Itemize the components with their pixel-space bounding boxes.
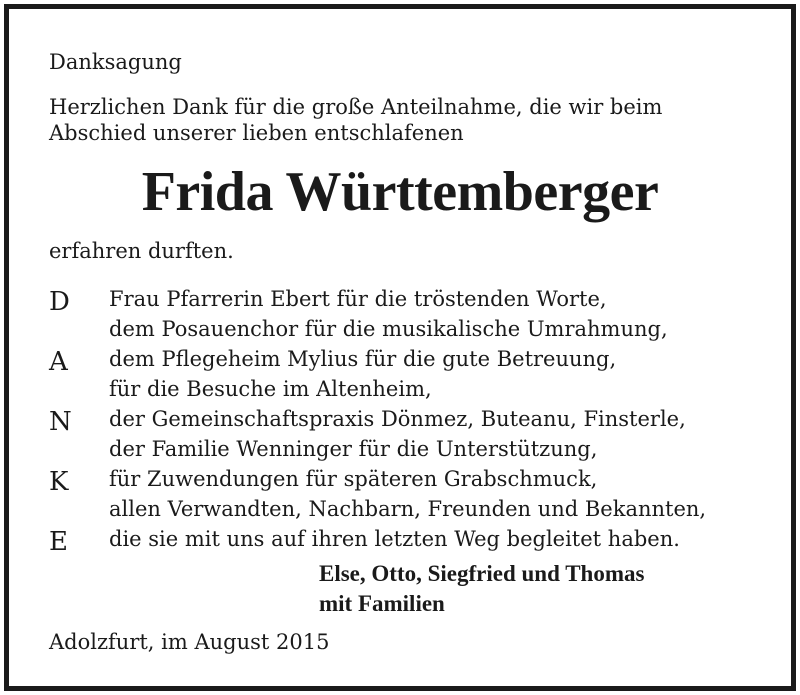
signature-line: Else, Otto, Siegfried und Thomas xyxy=(319,561,645,586)
thanks-line: allen Verwandten, Nachbarn, Freunden und Bekannten, xyxy=(109,497,707,521)
thanks-line: der Gemeinschaftspraxis Dönmez, Buteanu, Finsterle, xyxy=(109,407,686,431)
thanks-list xyxy=(109,284,706,554)
danke-letter: N xyxy=(49,407,72,437)
notice-frame xyxy=(4,4,796,691)
thanks-line: dem Posauenchor für die musikalische Umrahmung, xyxy=(109,317,668,341)
experienced-text: erfahren durften. xyxy=(49,239,234,263)
thanks-line: für Zuwendungen für späteren Grabschmuck, xyxy=(109,467,598,491)
deceased-name: Frida Württemberger xyxy=(141,161,659,223)
thanks-line: für die Besuche im Altenheim, xyxy=(109,377,432,401)
thanks-line: die sie mit uns auf ihren letzten Weg begleitet haben. xyxy=(109,527,680,551)
danke-letter: K xyxy=(49,467,69,497)
intro-text: Herzlichen Dank für die große Anteilnahme, die wir beim Abschied unserer lieben entschlafenen xyxy=(49,95,663,145)
signature-line: mit Familien xyxy=(319,591,445,616)
danke-letter: D xyxy=(49,287,70,317)
danke-letter: A xyxy=(49,347,68,377)
thanks-line: dem Pflegeheim Mylius für die gute Betreuung, xyxy=(109,347,617,371)
place-date: Adolzfurt, im August 2015 xyxy=(49,630,330,654)
danke-column xyxy=(49,277,89,577)
thanks-line: der Familie Wenninger für die Unterstützung, xyxy=(109,437,598,461)
thanks-line: Frau Pfarrerin Ebert für die tröstenden Worte, xyxy=(109,287,607,311)
signature-block xyxy=(319,559,644,619)
notice-heading: Danksagung xyxy=(49,50,182,74)
danke-letter: E xyxy=(49,527,68,557)
